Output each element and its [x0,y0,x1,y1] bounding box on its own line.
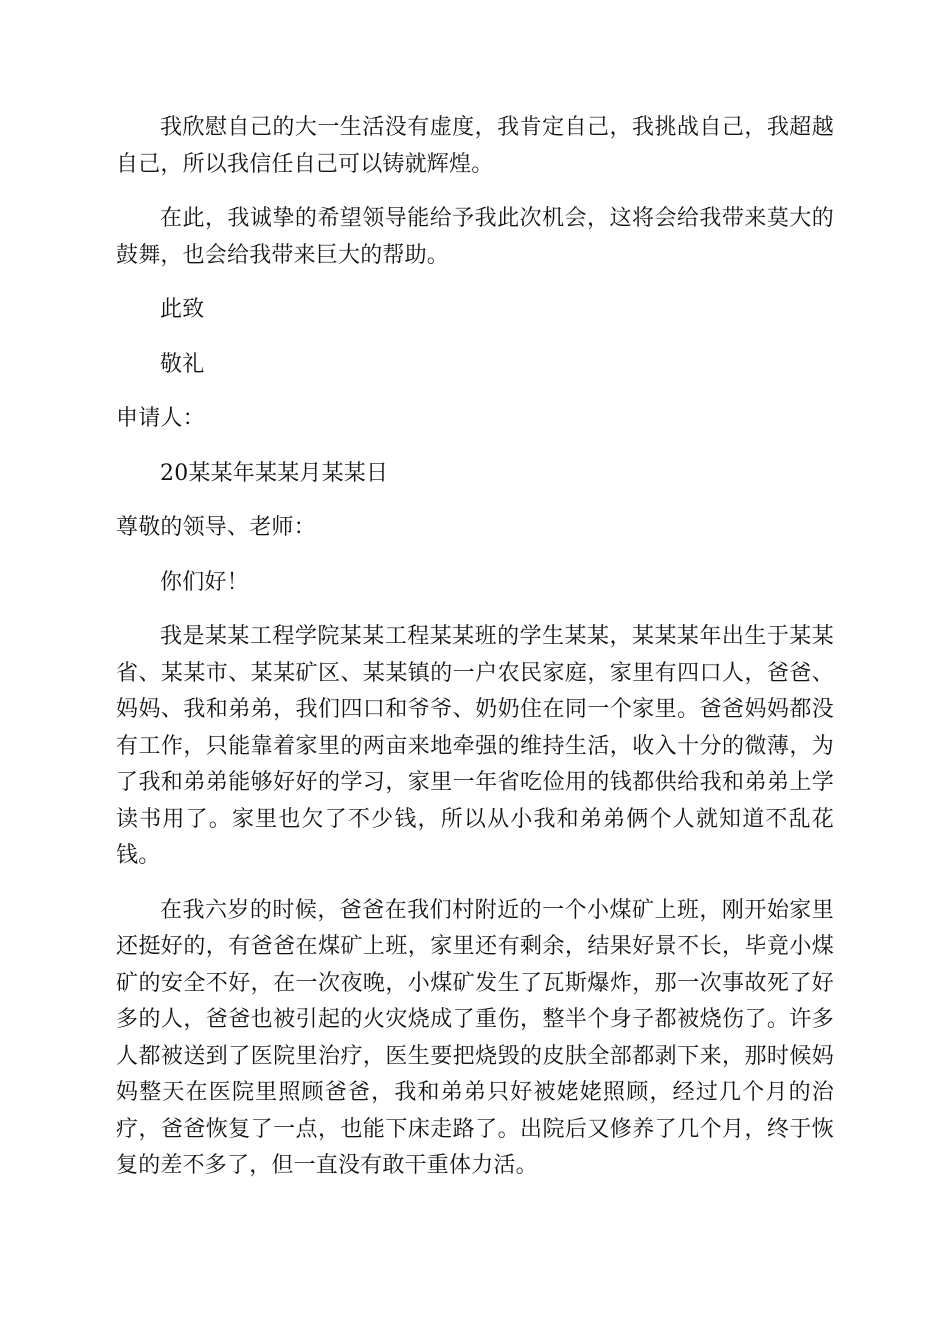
closing-regards: 敬礼 [160,351,205,377]
closing-salutation: 此致 [160,297,205,322]
document-page [116,110,834,1203]
paragraph-father-accident: 在我六岁的时候，爸爸在我们村附近的一个小煤矿上班，刚开始家里还挺好的，有爸爸在煤矿上班，家里还有剩余，结果好景不长，毕竟小煤矿的安全不好，在一次夜晚，小煤矿发生了瓦斯爆炸，那一次事故死了好多的人，爸爸也被引起的火灾烧成了重伤，整半个身子都被烧伤了。许多人都被送到了医院里治疗，医生要把烧毁的皮肤全部都剥下来，那时候妈妈整天在医院里照顾爸爸，我和弟弟只好被姥姥照顾，经过几个月的治疗，爸爸恢复了一点，也能下床走路了。出院后又修养了几个月，终于恢复的差不多了，但一直没有敢干重体力活。 [116,897,834,1178]
paragraph-request: 在此，我诚挚的希望领导能给予我此次机会，这将会给我带来莫大的鼓舞，也会给我带来巨大的帮助。 [116,206,834,268]
paragraph-self-affirmation: 我欣慰自己的大一生活没有虚度，我肯定自己，我挑战自己，我超越自己，所以我信任自己可以铸就辉煌。 [116,115,834,177]
letter-greeting: 尊敬的领导、老师： [116,515,316,540]
applicant-label: 申请人： [116,406,205,431]
paragraph-family-background: 我是某某工程学院某某工程某某班的学生某某，某某某年出生于某某省、某某市、某某矿区、某某镇的一户农民家庭，家里有四口人，爸爸、妈妈、我和弟弟，我们四口和爷爷、奶奶住在同一个家里。爸爸妈妈都没有工作，只能靠着家里的两亩来地牵强的维持生活，收入十分的微薄，为了我和弟弟能够好好的学习，家里一年省吃俭用的钱都供给我和弟弟上学读书用了。家里也欠了不少钱，所以从小我和弟弟俩个人就知道不乱花钱。 [116,624,834,868]
date-line: 20某某年某某月某某日 [160,460,389,486]
letter-hello: 你们好！ [160,569,249,595]
